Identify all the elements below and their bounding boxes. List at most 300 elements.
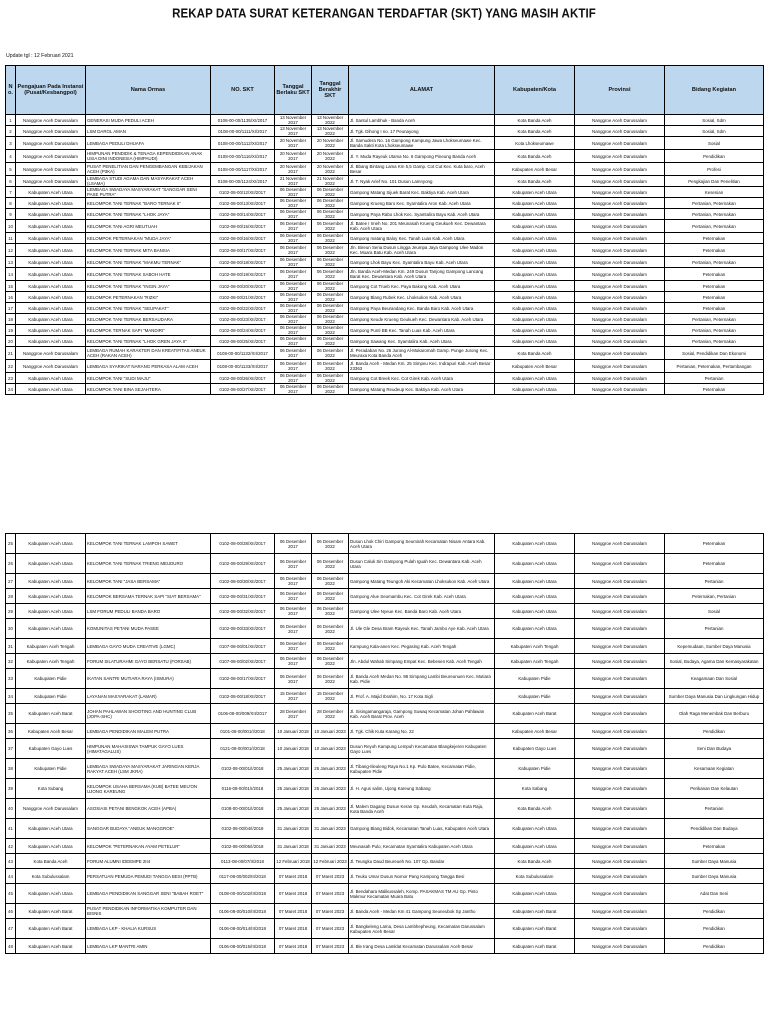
cell-alamat: Jln. Banda Aceh-Medan Km. 249 Dusun Tanjong Gampong Lancang Barat Kec. Dewantara Kab. Aceh Utara: [349, 268, 495, 281]
cell-no-skt: 0102-08-00/22/XII/2017: [211, 303, 275, 314]
cell-bidang: Peternakan: [665, 268, 764, 281]
cell-kabupaten: Kabupaten Aceh Utara: [495, 384, 575, 395]
cell-bidang: Adat Dan Seni: [665, 884, 764, 904]
col-no: No.: [6, 66, 16, 115]
cell-instansi: Nanggroe Aceh Darussalam: [16, 137, 86, 150]
cell-provinsi: Nanggroe Aceh Darussalam: [575, 919, 665, 939]
cell-alamat: Kampung Kala-anen Kec. Pegasing Kab. Aceh Tengah: [349, 639, 495, 654]
cell-provinsi: Nanggroe Aceh Darussalam: [575, 739, 665, 759]
cell-no-skt: 0102-08-00/33/XII/2017: [211, 619, 275, 639]
cell-kabupaten: Kabupaten Aceh Utara: [495, 884, 575, 904]
col-bidang: Bidang Kegiatan: [665, 66, 764, 115]
cell-provinsi: Nanggroe Aceh Darussalam: [575, 854, 665, 869]
table-row: [6, 869, 764, 884]
cell-no: 26: [6, 554, 16, 574]
cell-tgl-berakhir: 06 Desember 2022: [312, 654, 349, 669]
cell-tgl-berakhir: 28 Desember 2022: [312, 704, 349, 724]
cell-provinsi: Nanggroe Aceh Darussalam: [575, 574, 665, 589]
col-provinsi: Provinsi: [575, 66, 665, 115]
table-row: [6, 704, 764, 724]
cell-nama-ormas: LEMBAGA LKP - KHALIA KURSUS: [86, 919, 211, 939]
cell-alamat: Gampong Lhok Bayu Kec. Syamtalira Bayu Kab. Aceh Utara: [349, 257, 495, 268]
cell-no: 6: [6, 176, 16, 187]
cell-kabupaten: Kabupaten Pidie: [495, 689, 575, 704]
cell-tgl-berakhir: 06 Desember 2022: [312, 534, 349, 554]
cell-tgl-berlaku: 21 November 2017: [275, 176, 312, 187]
cell-alamat: Dusun Lhok Chiri Gampong Seumirah Kecamatan Nisam Antara Kab. Aceh Utara: [349, 534, 495, 554]
cell-no: 41: [6, 819, 16, 839]
cell-instansi: Kabupaten Aceh Utara: [16, 257, 86, 268]
cell-no-skt: 0108-00-00/01/I/2018: [211, 799, 275, 819]
cell-nama-ormas: KELOMPOK TANI TERNAK BERSAUDARA: [86, 314, 211, 325]
cell-nama-ormas: PUSAT PENDIDIKAN INFORMATIKA KOMPUTER DAN BISNIS: [86, 904, 211, 919]
cell-nama-ormas: KELOMPOK TANI TERNAK "MAKMU TERNAK": [86, 257, 211, 268]
cell-nama-ormas: KELOMPOK TANI TERNAK "BARO TERNAK II": [86, 198, 211, 209]
cell-provinsi: Nanggroe Aceh Darussalam: [575, 819, 665, 839]
cell-kabupaten: Kabupaten Pidie: [495, 759, 575, 779]
cell-bidang: Pertanian: [665, 799, 764, 819]
cell-tgl-berlaku: 06 Desember 2017: [275, 604, 312, 619]
cell-alamat: Jl. Ble Irang Desa Lamklat Kecamatan Darussalam Aceh Besar: [349, 939, 495, 954]
cell-nama-ormas: JOHAN PAHLAWAN SHOOTING AND HUNTING CLUB (JOPA-SHC): [86, 704, 211, 724]
cell-tgl-berlaku: 07 Maret 2018: [275, 939, 312, 954]
table-row: [6, 268, 764, 281]
cell-no: 11: [6, 233, 16, 244]
cell-provinsi: Nanggroe Aceh Darussalam: [575, 654, 665, 669]
cell-provinsi: Nanggroe Aceh Darussalam: [575, 360, 665, 373]
cell-nama-ormas: FORUM SILATURAHMI GAYO BERSATU (FORSAB): [86, 654, 211, 669]
cell-tgl-berlaku: 06 Desember 2017: [275, 198, 312, 209]
cell-provinsi: Nanggroe Aceh Darussalam: [575, 759, 665, 779]
cell-bidang: Pertanian, Peternakan: [665, 198, 764, 209]
cell-no: 7: [6, 187, 16, 198]
cell-no-skt: 0102-08-00/30/XII/2017: [211, 574, 275, 589]
cell-no: 28: [6, 589, 16, 604]
cell-alamat: Jln. Abdul Wahab Simpang Empat Kec. Bebesen Kab. Aceh Tengah: [349, 654, 495, 669]
cell-nama-ormas: KELOMPOK TANI TERNAK "LHOK JAYA": [86, 209, 211, 220]
cell-no: 40: [6, 799, 16, 819]
cell-kabupaten: Kabupaten Aceh Utara: [495, 303, 575, 314]
cell-tgl-berakhir: 06 Desember 2022: [312, 257, 349, 268]
cell-kabupaten: Kabupaten Aceh Utara: [495, 534, 575, 554]
cell-nama-ormas: GENERASI MUDA PEDULI ACEH: [86, 115, 211, 126]
table-row: [6, 347, 764, 360]
cell-alamat: Jl. Y. Muda Rayeuk Utama No. 6 Gampong Pineung Banda Aceh: [349, 150, 495, 163]
cell-kabupaten: Kabupaten Aceh Utara: [495, 604, 575, 619]
cell-alamat: Gampong Matang Teungoh Aki Kecamatan Lhoksukon Kab. Aceh Utara: [349, 574, 495, 589]
cell-alamat: Jl. Teuku Umar Dusun Nomor Pang Kampong Tangga Besi: [349, 869, 495, 884]
cell-tgl-berakhir: 06 Desember 2022: [312, 220, 349, 233]
cell-alamat: Jl. Tibang-Ilieuleng Raya No.1 Kp. Pulo Batee, Kecamatan Pidie, Kabupaten Pidie: [349, 759, 495, 779]
cell-kabupaten: Kabupaten Aceh Utara: [495, 198, 575, 209]
table-row: [6, 209, 764, 220]
cell-provinsi: Nanggroe Aceh Darussalam: [575, 292, 665, 303]
cell-tgl-berakhir: 06 Desember 2022: [312, 314, 349, 325]
cell-instansi: Nanggroe Aceh Darussalam: [16, 799, 86, 819]
cell-tgl-berlaku: 13 November 2017: [275, 126, 312, 137]
cell-no-skt: 0102-08-00/05/I/2018: [211, 839, 275, 854]
cell-no: 38: [6, 759, 16, 779]
cell-no: 42: [6, 839, 16, 854]
cell-instansi: Kota Subang: [16, 779, 86, 799]
cell-alamat: Jl. Santul Lambhuk - Banda Aceh: [349, 115, 495, 126]
skt-table-part-1: [5, 65, 764, 395]
cell-tgl-berlaku: 06 Desember 2017: [275, 639, 312, 654]
cell-tgl-berlaku: 31 Januari 2018: [275, 819, 312, 839]
cell-kabupaten: Kabupaten Aceh Tengah: [495, 639, 575, 654]
cell-instansi: Kabupaten Aceh Utara: [16, 325, 86, 336]
cell-bidang: Pertanian: [665, 619, 764, 639]
cell-nama-ormas: KELOMPOK PETERNAKAN "MUDA JAYA": [86, 233, 211, 244]
cell-alamat: Gampong Paya Beurandang Kec. Banda Baro Kab. Aceh Utara: [349, 303, 495, 314]
cell-alamat: Jln. Bireun Seria Dusun Lingga Jeumpa Jaya Gampong Ulee Madon Kec. Muara Batu Kab. Aceh Utara: [349, 244, 495, 257]
cell-tgl-berakhir: 06 Desember 2022: [312, 619, 349, 639]
cell-kabupaten: Kabupaten Aceh Besar: [495, 724, 575, 739]
cell-provinsi: Nanggroe Aceh Darussalam: [575, 689, 665, 704]
cell-alamat: Jl. Bangkeleng Lama, Desa Lambhepheung, Kecamatan Darussalam Kabupaten Aceh Besar: [349, 919, 495, 939]
cell-no: 9: [6, 209, 16, 220]
cell-nama-ormas: HIMPUNAN PENDIDIK & TENAGA KEPENDIDIKAN ANAK USIA DINI INDONESIA (HIMPAUDI): [86, 150, 211, 163]
cell-tgl-berakhir: 13 November 2022: [312, 126, 349, 137]
cell-no-skt: 0102-08-00/17/XII/2017: [211, 244, 275, 257]
cell-no: 27: [6, 574, 16, 589]
cell-kabupaten: Kabupaten Aceh Barat: [495, 919, 575, 939]
cell-bidang: Sosial, Sdm: [665, 126, 764, 137]
cell-no: 14: [6, 268, 16, 281]
cell-no-skt: 0108-00-00/1124/XI/2017: [211, 176, 275, 187]
cell-nama-ormas: LEMBAGA SYARIKAT NARANG PERKASA ALAM ACEH: [86, 360, 211, 373]
cell-kabupaten: Kabupaten Aceh Utara: [495, 233, 575, 244]
cell-bidang: Seni Dan Budaya: [665, 739, 764, 759]
cell-bidang: Sosial: [665, 604, 764, 619]
table-row: [6, 939, 764, 954]
cell-no-skt: 0102-08-00/19/XII/2017: [211, 268, 275, 281]
cell-nama-ormas: KELOMPOK TANI "JASA BERSAMA": [86, 574, 211, 589]
cell-kabupaten: Kota Lhokseumawe: [495, 137, 575, 150]
cell-bidang: Pendidikan: [665, 150, 764, 163]
cell-instansi: Kabupaten Aceh Utara: [16, 187, 86, 198]
cell-no-skt: 0102-08-00/27/XII/2017: [211, 384, 275, 395]
cell-alamat: Jl. Peradaban No. 26 Jurong Al-Mukaromah Gamp. Punge Jurong Kec. Meuraxa Kota Banda Aceh: [349, 347, 495, 360]
cell-no: 19: [6, 325, 16, 336]
cell-instansi: Kabupaten Aceh Utara: [16, 336, 86, 347]
cell-provinsi: Nanggroe Aceh Darussalam: [575, 884, 665, 904]
cell-instansi: Kabupaten Aceh Utara: [16, 244, 86, 257]
cell-bidang: Pertanian: [665, 574, 764, 589]
cell-tgl-berakhir: 07 Maret 2023: [312, 904, 349, 919]
cell-provinsi: Nanggroe Aceh Darussalam: [575, 384, 665, 395]
cell-alamat: Jl. Banda Aceh - Medan Km 41 Gampong Seuneubok Sp Jantho: [349, 904, 495, 919]
cell-kabupaten: Kabupaten Gayo Lues: [495, 739, 575, 759]
cell-bidang: Peternakan: [665, 534, 764, 554]
table-row: [6, 126, 764, 137]
cell-instansi: Kabupaten Aceh Utara: [16, 589, 86, 604]
cell-alamat: Jl. Teungku Daud Beureueh No. 107 Gp. Bandar: [349, 854, 495, 869]
cell-bidang: Kesenian: [665, 187, 764, 198]
cell-no-skt: 0102-08-00/25/XII/2017: [211, 336, 275, 347]
cell-kabupaten: Kabupaten Aceh Besar: [495, 360, 575, 373]
cell-tgl-berakhir: 06 Desember 2022: [312, 198, 349, 209]
cell-tgl-berakhir: 07 Maret 2023: [312, 869, 349, 884]
cell-tgl-berlaku: 06 Desember 2017: [275, 384, 312, 395]
cell-tgl-berlaku: 07 Maret 2018: [275, 869, 312, 884]
cell-provinsi: Nanggroe Aceh Darussalam: [575, 799, 665, 819]
cell-alamat: Meunasah Pulo, Kecamatan Syamtalira Kabupaten Aceh Utara: [349, 839, 495, 854]
cell-kabupaten: Kabupaten Aceh Utara: [495, 325, 575, 336]
cell-bidang: Peternakan: [665, 281, 764, 292]
cell-tgl-berlaku: 07 Maret 2018: [275, 919, 312, 939]
col-tgl-berakhir: Tanggal Berakhir SKT: [312, 66, 349, 115]
table-row: [6, 724, 764, 739]
cell-no-skt: 0108-00-00/1135/XI/2017: [211, 115, 275, 126]
cell-tgl-berakhir: 20 November 2022: [312, 163, 349, 176]
cell-alamat: Jl. Tgk. Dihong I no. 17 Peunayong: [349, 126, 495, 137]
cell-tgl-berakhir: 07 Maret 2023: [312, 939, 349, 954]
cell-instansi: Kabupaten Aceh Barat: [16, 904, 86, 919]
cell-nama-ormas: KELOMPOK TANI TERNAK SABOH HATE: [86, 268, 211, 281]
cell-kabupaten: Kota Banda Aceh: [495, 799, 575, 819]
cell-provinsi: Nanggroe Aceh Darussalam: [575, 220, 665, 233]
cell-tgl-berlaku: 06 Desember 2017: [275, 360, 312, 373]
cell-no-skt: 0106-08-00/009/XII/2017: [211, 704, 275, 724]
cell-alamat: Jl. Bendahara Malikussaleh, Komp. PASAKMAS TM AU Gp. Pinto Makmur Kecamatan Muara Batu: [349, 884, 495, 904]
cell-alamat: Gampong Punti BB Kec. Tanah Luas Kab. Aceh Utara: [349, 325, 495, 336]
cell-kabupaten: Kabupaten Aceh Barat: [495, 704, 575, 724]
cell-no: 21: [6, 347, 16, 360]
cell-no-skt: 0102-08-00/01/I/2018: [211, 759, 275, 779]
table-row: [6, 360, 764, 373]
cell-tgl-berakhir: 06 Desember 2022: [312, 233, 349, 244]
cell-nama-ormas: LEMBAGA STUDI AGAMA DAN MASYARAKAT ACEH (LSAMA): [86, 176, 211, 187]
cell-provinsi: Nanggroe Aceh Darussalam: [575, 137, 665, 150]
cell-kabupaten: Kabupaten Aceh Tengah: [495, 654, 575, 669]
cell-alamat: Jl. Bbang Bintang Lama Km 5,5 Gamp. Cot Cut Kec. Kuta baro, Aceh Besar: [349, 163, 495, 176]
cell-no-skt: 0102-08-00/17/XII/2017: [211, 669, 275, 689]
cell-kabupaten: Kabupaten Aceh Utara: [495, 819, 575, 839]
cell-alamat: Gampong Blang Bidok, Kecamatan Tanah Luas, Kabupaten Aceh Utara: [349, 819, 495, 839]
cell-no-skt: 0113-08-00/07/II/2018: [211, 854, 275, 869]
cell-provinsi: Nanggroe Aceh Darussalam: [575, 839, 665, 854]
cell-alamat: Gampong Paya Rabo Lhok Kec. Syamtalira Bayu Kab. Aceh Utara: [349, 209, 495, 220]
cell-nama-ormas: HIMPUNAN MAHASISWA TAMPUK GAYO LUES (HIMATAGALUS): [86, 739, 211, 759]
cell-nama-ormas: KELOMPOK TANI "SUDI MAJU": [86, 373, 211, 384]
cell-no: 23: [6, 373, 16, 384]
table-row: [6, 303, 764, 314]
cell-bidang: Pertanian, Peternakan: [665, 209, 764, 220]
cell-tgl-berlaku: 06 Desember 2017: [275, 373, 312, 384]
cell-instansi: Nanggroe Aceh Darussalam: [16, 347, 86, 360]
cell-bidang: Peternakan: [665, 554, 764, 574]
cell-instansi: Kota Banda Aceh: [16, 854, 86, 869]
cell-instansi: Nanggroe Aceh Darussalam: [16, 150, 86, 163]
table-row: [6, 759, 764, 779]
cell-no: 34: [6, 689, 16, 704]
cell-alamat: Jl. Prof. A. Majid Ibrahim, No. 17 Kota Sigli: [349, 689, 495, 704]
cell-provinsi: Nanggroe Aceh Darussalam: [575, 336, 665, 347]
cell-provinsi: Nanggroe Aceh Darussalam: [575, 534, 665, 554]
table-row: [6, 739, 764, 759]
cell-tgl-berakhir: 06 Desember 2022: [312, 574, 349, 589]
cell-tgl-berakhir: 06 Desember 2022: [312, 589, 349, 604]
cell-tgl-berakhir: 20 November 2022: [312, 137, 349, 150]
cell-tgl-berlaku: 06 Desember 2017: [275, 233, 312, 244]
table-row: [6, 176, 764, 187]
cell-tgl-berlaku: 06 Desember 2017: [275, 336, 312, 347]
table-row: [6, 198, 764, 209]
cell-tgl-berakhir: 12 Februari 2023: [312, 854, 349, 869]
cell-no-skt: 0102-08-00/24/XII/2017: [211, 325, 275, 336]
cell-alamat: Jl. Tgk. Chik Kuta Karang No. 22: [349, 724, 495, 739]
cell-no-skt: 0102-08-00/23/XII/2017: [211, 314, 275, 325]
skt-table-part-2: [5, 533, 764, 954]
cell-provinsi: Nanggroe Aceh Darussalam: [575, 176, 665, 187]
cell-instansi: Kabupaten Pidie: [16, 689, 86, 704]
cell-bidang: Pertanian, Peternakan: [665, 325, 764, 336]
table-row: [6, 187, 764, 198]
cell-tgl-berakhir: 06 Desember 2022: [312, 373, 349, 384]
cell-instansi: Kabupaten Aceh Utara: [16, 314, 86, 325]
cell-tgl-berlaku: 06 Desember 2017: [275, 292, 312, 303]
table-row: [6, 314, 764, 325]
cell-instansi: Kabupaten Aceh Utara: [16, 554, 86, 574]
col-kabupaten: Kabupaten/Kota: [495, 66, 575, 115]
cell-tgl-berlaku: 15 Desember 2017: [275, 689, 312, 704]
cell-no-skt: 0102-08-00/13/XII/2017: [211, 198, 275, 209]
cell-instansi: Kabupaten Aceh Utara: [16, 384, 86, 395]
cell-instansi: Kabupaten Aceh Barat: [16, 939, 86, 954]
table-row: [6, 669, 764, 689]
cell-tgl-berakhir: 06 Desember 2022: [312, 384, 349, 395]
cell-no: 48: [6, 939, 16, 954]
cell-kabupaten: Kabupaten Aceh Utara: [495, 244, 575, 257]
cell-instansi: Kabupaten Aceh Utara: [16, 292, 86, 303]
cell-alamat: Jl. Malem Dagang Dusun Keran Gp. Keudah, Kecamatan Kuta Raja, Kota Banda Aceh: [349, 799, 495, 819]
cell-kabupaten: Kota Subulussalam: [495, 869, 575, 884]
cell-kabupaten: Kabupaten Aceh Utara: [495, 336, 575, 347]
cell-tgl-berakhir: 06 Desember 2022: [312, 554, 349, 574]
cell-tgl-berakhir: 31 Januari 2023: [312, 839, 349, 854]
cell-provinsi: Nanggroe Aceh Darussalam: [575, 724, 665, 739]
cell-bidang: Perikanan Dan Kelautan: [665, 779, 764, 799]
cell-instansi: Kabupaten Aceh Utara: [16, 619, 86, 639]
cell-nama-ormas: IKATAN SANTRI MUTIARA RAYA (ISMURA): [86, 669, 211, 689]
cell-tgl-berlaku: 06 Desember 2017: [275, 619, 312, 639]
cell-provinsi: Nanggroe Aceh Darussalam: [575, 209, 665, 220]
cell-alamat: Dusun Reyoh Kampung Lempuh Kecamatan Blangkejeren Kabupaten Gayo Lues: [349, 739, 495, 759]
cell-provinsi: Nanggroe Aceh Darussalam: [575, 187, 665, 198]
col-alamat: ALAMAT: [349, 66, 495, 115]
cell-no: 13: [6, 257, 16, 268]
cell-no-skt: 0107-08-00/01/XII/2017: [211, 639, 275, 654]
cell-tgl-berakhir: 06 Desember 2022: [312, 639, 349, 654]
cell-instansi: Kabupaten Aceh Utara: [16, 819, 86, 839]
cell-instansi: Nanggroe Aceh Darussalam: [16, 360, 86, 373]
cell-kabupaten: Kabupaten Aceh Utara: [495, 268, 575, 281]
table-row: [6, 589, 764, 604]
cell-kabupaten: Kabupaten Pidie: [495, 669, 575, 689]
cell-no: 45: [6, 884, 16, 904]
cell-nama-ormas: KELOMPOK TANI TERNAK "INGIN JAYA": [86, 281, 211, 292]
cell-kabupaten: Kabupaten Aceh Utara: [495, 281, 575, 292]
cell-kabupaten: Kabupaten Aceh Utara: [495, 292, 575, 303]
cell-bidang: Pendidikan: [665, 904, 764, 919]
table-row: [6, 619, 764, 639]
table-row: [6, 150, 764, 163]
cell-bidang: Pertanian, Peternakan: [665, 314, 764, 325]
cell-tgl-berlaku: 07 Maret 2018: [275, 904, 312, 919]
cell-bidang: Pengkajian Dan Penelitian: [665, 176, 764, 187]
cell-tgl-berlaku: 20 November 2017: [275, 137, 312, 150]
cell-instansi: Kabupaten Aceh Utara: [16, 604, 86, 619]
cell-instansi: Kabupaten Pidie: [16, 759, 86, 779]
table-row: [6, 904, 764, 919]
cell-kabupaten: Kabupaten Aceh Barat: [495, 904, 575, 919]
cell-no-skt: 0108-00-00/1116/XI/2017: [211, 150, 275, 163]
cell-no: 3: [6, 137, 16, 150]
cell-tgl-berakhir: 06 Desember 2022: [312, 268, 349, 281]
table-row: [6, 639, 764, 654]
table-row: [6, 839, 764, 854]
cell-provinsi: Nanggroe Aceh Darussalam: [575, 163, 665, 176]
cell-tgl-berlaku: 13 November 2017: [275, 115, 312, 126]
cell-tgl-berakhir: 06 Desember 2022: [312, 336, 349, 347]
cell-tgl-berakhir: 06 Desember 2022: [312, 292, 349, 303]
table-row: [6, 336, 764, 347]
cell-bidang: Pendidikan: [665, 939, 764, 954]
cell-tgl-berakhir: 06 Desember 2022: [312, 669, 349, 689]
cell-no: 25: [6, 534, 16, 554]
cell-no: 16: [6, 292, 16, 303]
cell-instansi: Kabupaten Aceh Utara: [16, 209, 86, 220]
cell-tgl-berakhir: 06 Desember 2022: [312, 281, 349, 292]
cell-no-skt: 0102-08-00/15/XII/2017: [211, 220, 275, 233]
cell-bidang: Pertanian, Peternakan: [665, 220, 764, 233]
cell-alamat: Gampong Keude Krueng Geukueh Kec. Dewantara Kab. Aceh Utara: [349, 314, 495, 325]
cell-provinsi: Nanggroe Aceh Darussalam: [575, 126, 665, 137]
table-row: [6, 292, 764, 303]
table-row: [6, 654, 764, 669]
cell-bidang: Pertanian: [665, 373, 764, 384]
table-header-row: [6, 66, 764, 115]
cell-no: 10: [6, 220, 16, 233]
cell-no: 44: [6, 869, 16, 884]
cell-bidang: Pertanian, Peternakan, Pertambangan: [665, 360, 764, 373]
cell-no: 5: [6, 163, 16, 176]
cell-bidang: Peternakan: [665, 292, 764, 303]
cell-no: 47: [6, 919, 16, 939]
cell-no-skt: 0102-08-00/20/XII/2017: [211, 281, 275, 292]
cell-bidang: Peternakan: [665, 303, 764, 314]
cell-alamat: Gampong Alue Seumambu Kec. Cot Girek Kab. Aceh Utara: [349, 589, 495, 604]
cell-bidang: Sosial: [665, 137, 764, 150]
cell-instansi: Kabupaten Gayo Lues: [16, 739, 86, 759]
table-row: [6, 325, 764, 336]
cell-no: 24: [6, 384, 16, 395]
table-row: [6, 884, 764, 904]
cell-provinsi: Nanggroe Aceh Darussalam: [575, 779, 665, 799]
cell-no: 12: [6, 244, 16, 257]
cell-tgl-berlaku: 06 Desember 2017: [275, 654, 312, 669]
table-row: [6, 373, 764, 384]
cell-tgl-berakhir: 06 Desember 2022: [312, 325, 349, 336]
cell-no-skt: 0102-08-00/16/XII/2017: [211, 233, 275, 244]
cell-nama-ormas: PUSAT PENELITIAN DAN PENGEMBANGAN KEBIJAKAN ACEH (P3KA): [86, 163, 211, 176]
cell-nama-ormas: LEMBAGA PENDIDIKAN SANGGAR SENI "BABAH ROET": [86, 884, 211, 904]
cell-tgl-berlaku: 07 Maret 2018: [275, 884, 312, 904]
cell-tgl-berlaku: 06 Desember 2017: [275, 554, 312, 574]
cell-tgl-berlaku: 10 Januari 2018: [275, 739, 312, 759]
cell-bidang: Pendidikan Dan Budaya: [665, 819, 764, 839]
